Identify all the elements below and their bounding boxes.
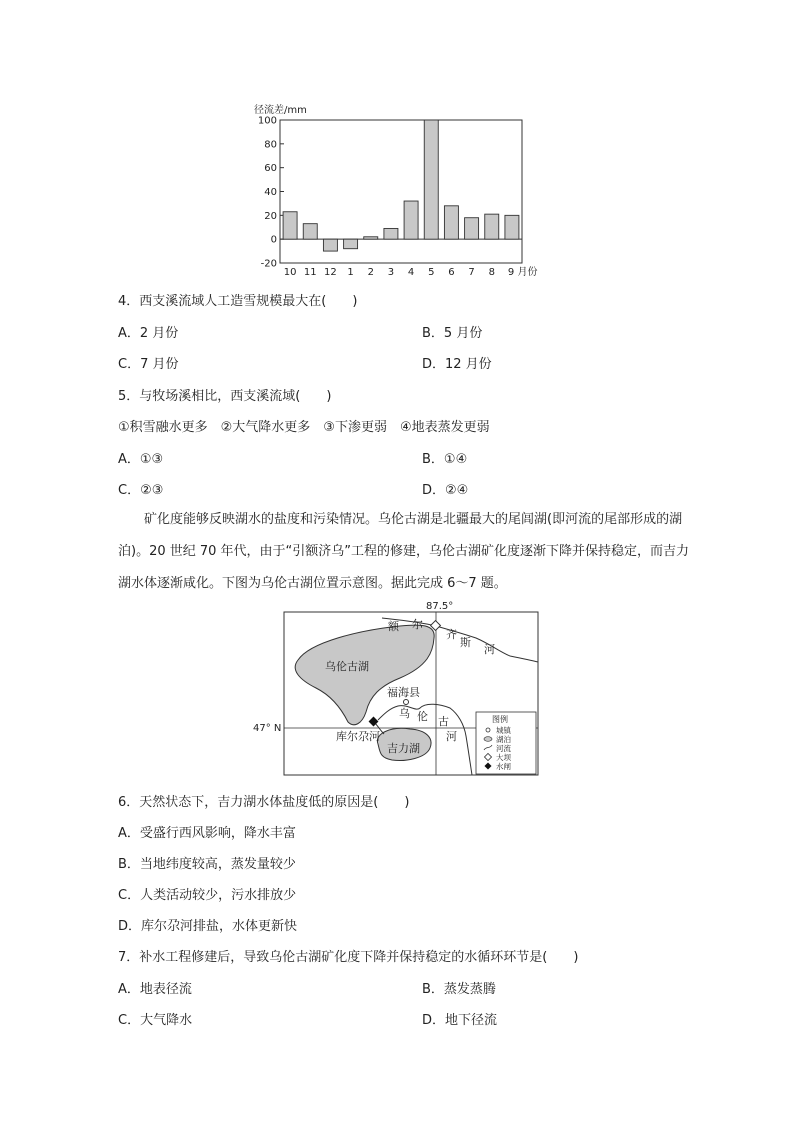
q5-option-d[interactable]: D．②④ — [422, 483, 469, 498]
bar-11 — [303, 224, 317, 239]
bar-12 — [323, 239, 337, 251]
legend-lake-icon — [484, 737, 492, 742]
river-erqisi-char-1: 额 — [388, 620, 399, 633]
bar-1 — [344, 239, 358, 249]
y-axis-label: 径流差/mm — [254, 105, 307, 116]
q6-option-d[interactable]: D．库尔尕河排盐，水体更新快 — [118, 919, 298, 934]
q7-option-c[interactable]: C．大气降水 — [118, 1013, 193, 1028]
town-label: 福海县 — [387, 686, 420, 699]
y-tick-label: 100 — [257, 115, 277, 127]
passage — [118, 504, 690, 600]
x-tick-label: 4 — [407, 267, 415, 278]
y-tick-label: 80 — [264, 139, 277, 151]
q4-option-a[interactable]: A．2 月份 — [118, 326, 179, 341]
q7-option-b[interactable]: B．蒸发蒸腾 — [422, 982, 496, 997]
bar-8 — [485, 214, 499, 239]
y-tick-label: -20 — [260, 258, 277, 270]
legend-sluice: 水闸 — [496, 762, 511, 771]
y-tick-label: 20 — [264, 210, 277, 222]
q6-stem: 6．天然状态下，吉力湖水体盐度低的原因是( ) — [118, 795, 410, 810]
bars — [280, 120, 522, 251]
q5-option-c[interactable]: C．②③ — [118, 483, 164, 498]
lake-jili-label: 吉力湖 — [387, 742, 420, 755]
q5-option-a[interactable]: A．①③ — [118, 452, 164, 467]
q4-stem: 4．西支溪流域人工造雪规模最大在( ) — [118, 294, 358, 309]
bar-10 — [283, 212, 297, 239]
q7-stem: 7．补水工程修建后，导致乌伦古湖矿化度下降并保持稳定的水循环环节是( ) — [118, 950, 579, 965]
bar-7 — [465, 218, 479, 239]
x-tick-label: 2 — [367, 267, 374, 278]
lake-wulungu-label: 乌伦古湖 — [325, 660, 369, 673]
legend-lake: 湖泊 — [496, 735, 511, 744]
legend-dam: 大坝 — [496, 753, 511, 762]
y-tick-label: 40 — [264, 187, 277, 198]
passage-text: 矿化度能够反映湖水的盐度和污染情况。乌伦古湖是北疆最大的尾闾湖(即河流的尾部形成的湖泊)。20 世纪 70 年代，由于“引额济乌”工程的修建，乌伦古湖矿化度逐渐下降并保持稳定，而吉力湖水体逐渐咸化。下图为乌伦古湖位置示意图。据此完成 6～7 题。 — [118, 512, 690, 591]
x-tick-label: 7 — [468, 267, 475, 278]
q7-option-d[interactable]: D．地下径流 — [422, 1013, 498, 1028]
map-legend — [476, 712, 536, 774]
x-tick-label: 9 月份 — [507, 267, 538, 278]
legend-town: 城镇 — [496, 726, 511, 735]
y-tick-label: 60 — [264, 163, 277, 175]
q4-option-c[interactable]: C．7 月份 — [118, 357, 179, 372]
river-erqisi-char-4: 斯 — [460, 636, 471, 649]
wulungu-lake-map — [250, 596, 542, 780]
runoff-difference-chart — [240, 96, 560, 282]
river-wulungu-char-3: 古 — [438, 715, 449, 728]
bar-4 — [404, 201, 418, 239]
q6-option-c[interactable]: C．人类活动较少，污水排放少 — [118, 888, 297, 903]
bar-6 — [444, 206, 458, 239]
legend-title: 图例 — [492, 715, 508, 724]
x-tick-label: 6 — [448, 267, 455, 278]
river-wulungu-char-4: 河 — [446, 730, 457, 743]
x-tick-label: 3 — [387, 267, 395, 278]
y-tick-label: 0 — [270, 234, 277, 246]
river-erqisi-char-3: 齐 — [446, 628, 457, 641]
q5-stem: 5．与牧场溪相比，西支溪流域( ) — [118, 389, 332, 404]
river-kuer-label: 库尔尕河 — [336, 730, 380, 743]
river-wulungu-char-2: 伦 — [417, 710, 428, 723]
x-tick-label: 10 — [283, 267, 297, 278]
legend-town-icon — [486, 728, 490, 732]
q6-option-a[interactable]: A．受盛行西风影响，降水丰富 — [118, 826, 296, 841]
x-tick-label: 12 — [324, 267, 337, 278]
town-icon — [404, 700, 409, 705]
q6-option-b[interactable]: B．当地纬度较高，蒸发量较少 — [118, 857, 296, 872]
x-tick-label: 5 — [428, 267, 435, 278]
bar-3 — [384, 228, 398, 239]
x-ticks — [284, 266, 538, 278]
longitude-label: 87.5° — [426, 601, 454, 612]
x-tick-label: 11 — [303, 267, 317, 278]
plot-frame — [280, 120, 522, 263]
latitude-label: 47° N — [253, 723, 282, 734]
river-erqisi-char-2: 尔 — [412, 618, 423, 631]
q5-option-b[interactable]: B．①④ — [422, 452, 468, 467]
legend-river: 河流 — [496, 744, 511, 753]
bar-2 — [364, 237, 378, 239]
river-wulungu-char-1: 乌 — [399, 707, 410, 720]
q7-option-a[interactable]: A．地表径流 — [118, 982, 192, 997]
bar-9 — [505, 215, 519, 239]
q4-option-d[interactable]: D．12 月份 — [422, 357, 492, 372]
x-tick-label: 1 — [347, 267, 354, 278]
q5-items: ①积雪融水更多 ②大气降水更多 ③下渗更弱 ④地表蒸发更弱 — [118, 420, 490, 435]
q4-option-b[interactable]: B．5 月份 — [422, 326, 483, 341]
river-erqisi-char-5: 河 — [484, 643, 495, 656]
bar-5 — [424, 120, 438, 239]
x-tick-label: 8 — [488, 267, 495, 278]
